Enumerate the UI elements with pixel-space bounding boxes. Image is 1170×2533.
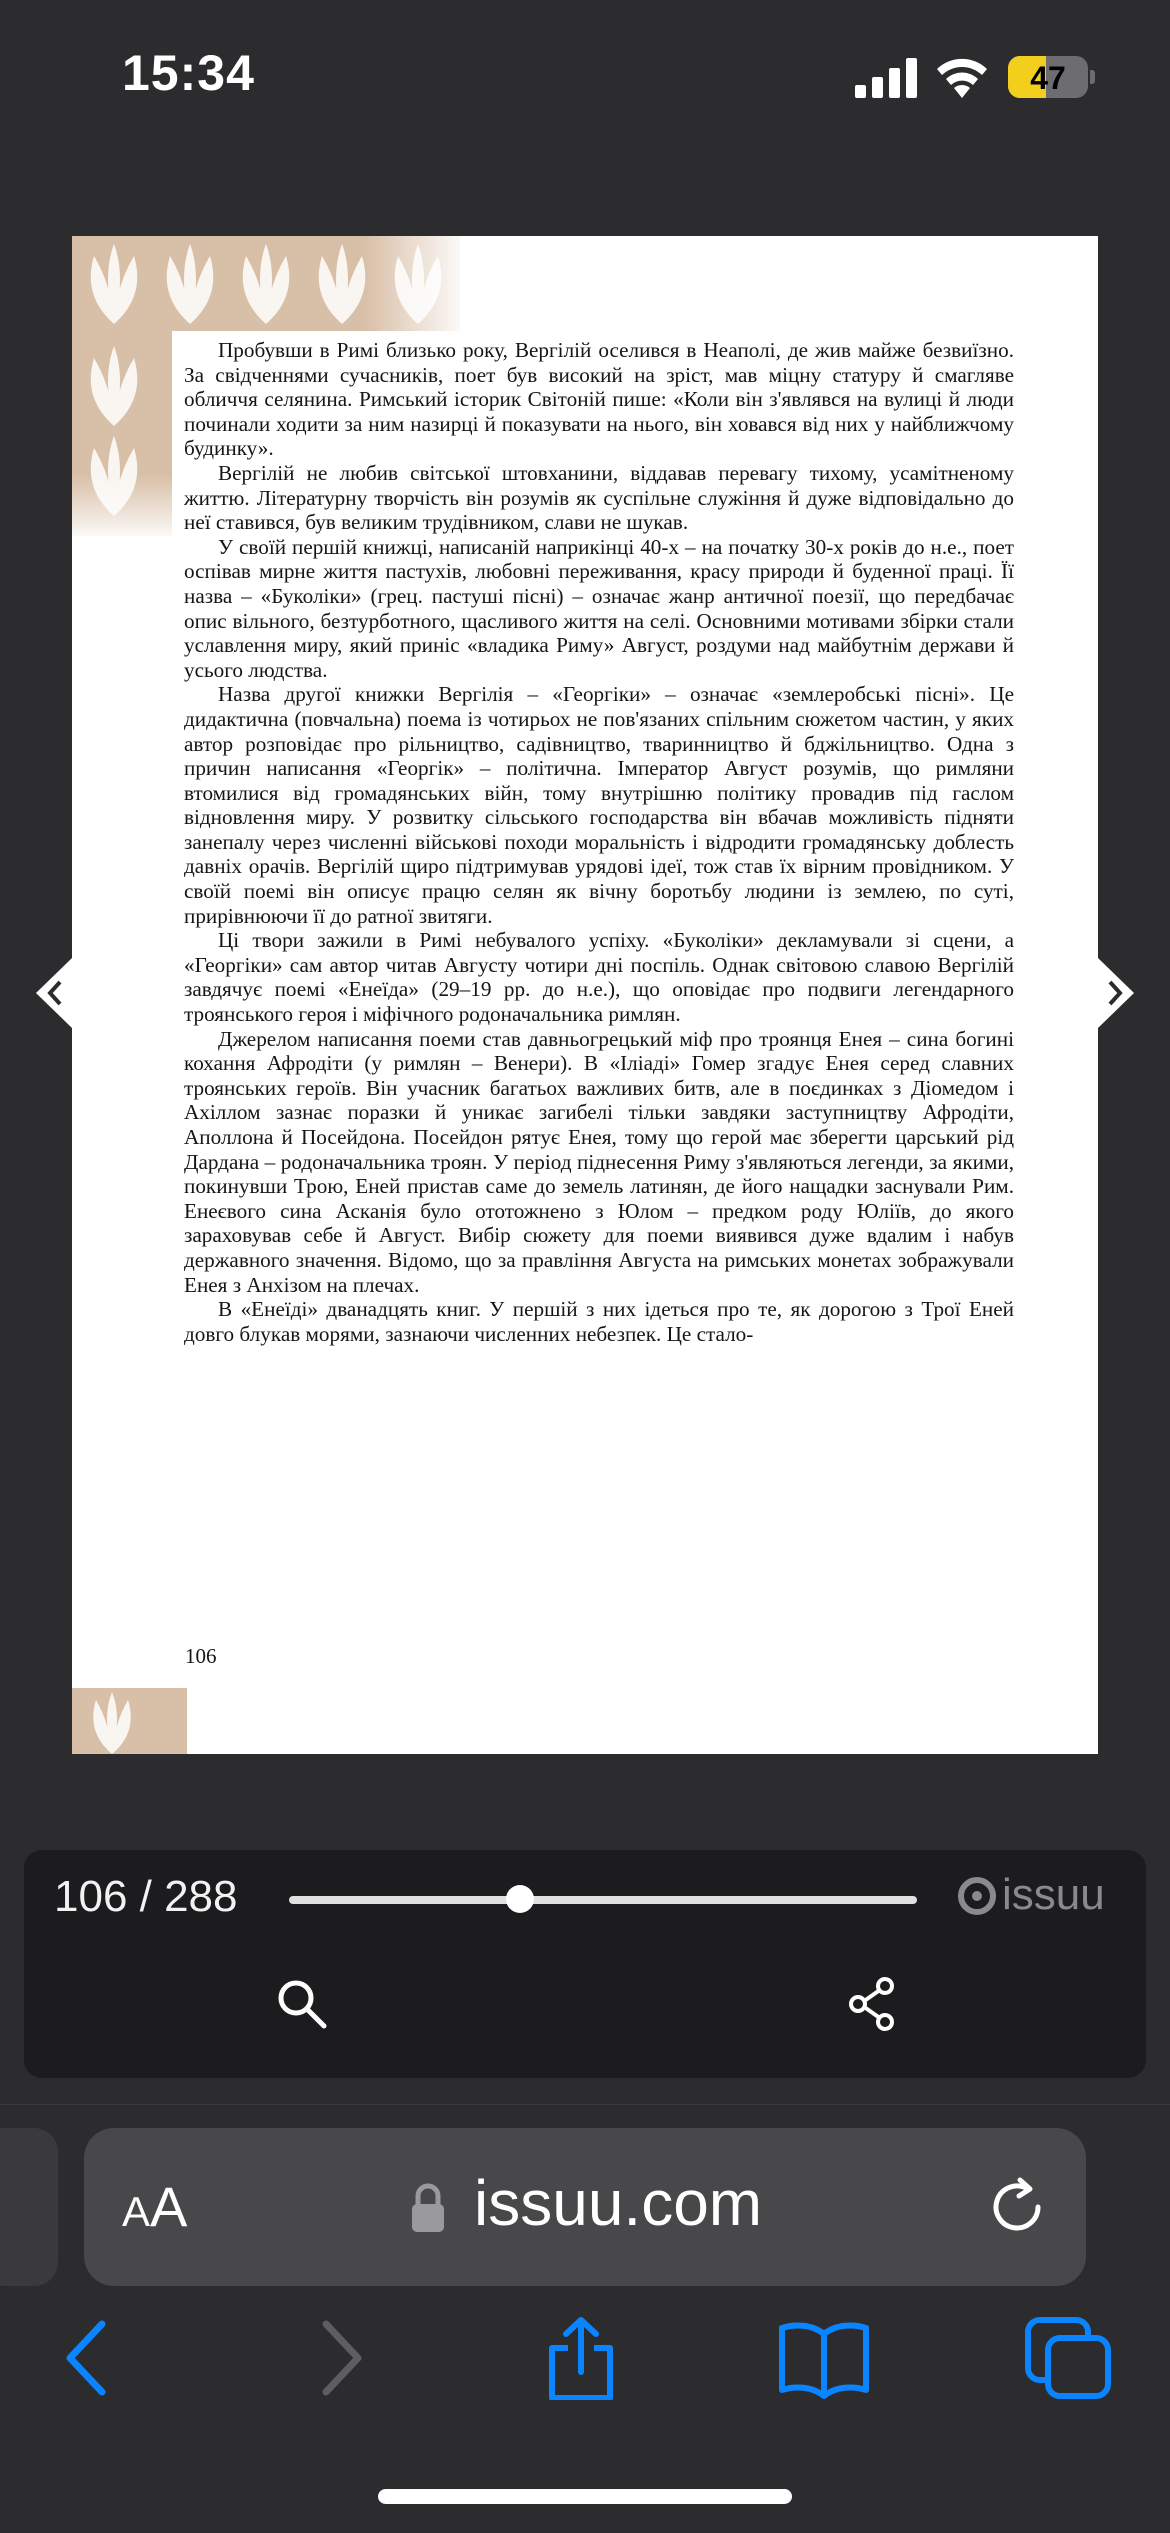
issuu-logo-icon (957, 1876, 997, 1916)
tabs-icon[interactable] (1024, 2316, 1112, 2400)
battery-percentage: 47 (1030, 60, 1066, 96)
paragraph: Пробувши в Римі близько року, Вергілій оселився в Неаполі, де жив майже безвиїзно. За свідченнями сучасників, поет був високий на зріст, мав міцну статуру й смагляве обличчя селянина. Римський історик Світоній пише: «Коли він з'являвся на вулиці й люди починали ходити за ним назирці й показувати на нього, він ховався від них у найближчому будинку». (184, 338, 1014, 461)
paragraph: Джерелом написання поеми став давньогрецький міф про троянця Енея – сина богині кохання Афродіти (у римлян – Венери). В «Іліаді» Гомер згадує Енея серед славних троянських героїв. Він учасник багатьох важливих битв, але в поєдинках з Діомедом і Ахіллом зазнає поразки й уникає загибелі тільки завдяки заступництву Афродіти, Аполлона й Посейдона. Посейдон рятує Енея, тому що герой має зберегти царський рід Дардана – родоначальника троян. У період піднесення Риму з'являються легенди, за якими, покинувши Трою, Еней пристав саме до земель латинян, де його нащадки заснували Рим. Енеєвого сина Асканія було ототожнено з Юлом – предком роду Юліїв, до якого зараховував себе й Август. Вибір сюжету для поеми виявився дуже вдалим і набув державного значення. Відомо, що за правління Августа на римських монетах зображували Енея з Анхізом на плечах. (184, 1026, 1014, 1297)
previous-page-arrow-icon[interactable] (36, 958, 72, 1028)
back-icon[interactable] (60, 2316, 110, 2400)
status-time: 15:34 (122, 45, 255, 101)
cellular-signal-icon (855, 58, 917, 98)
palmette-ornament-bottom (72, 1688, 187, 1754)
paragraph: Ці твори зажили в Римі небувалого успіху. «Буколіки» декламували зі сцени, а «Георгіки» сам автор читав Августу чотири дні поспіль. Однак світовою славою Вергілій завдячує поемі «Енеїда» (29–19 рр. до н.е.), що оповідає про подвиги легендарного троянського героя і міфічного родоначальника римлян. (184, 928, 1014, 1027)
search-icon[interactable] (274, 1976, 330, 2032)
share-sheet-icon[interactable] (544, 2316, 618, 2400)
paragraph: Вергілій не любив світської штовханини, віддавав перевагу тихому, усамітненому життю. Літературну творчість він розумів як суспільне служіння й дуже відповідально до неї ставився, був великим трудівником, слави не шукав. (184, 460, 1014, 535)
url-text[interactable]: issuu.com (474, 2167, 763, 2239)
share-icon[interactable] (846, 1976, 898, 2032)
browser-toolbar (0, 2316, 1170, 2408)
reload-icon[interactable] (986, 2176, 1048, 2238)
reader-toolbar (24, 1850, 1146, 2078)
page-body-text (184, 338, 1014, 1346)
status-bar (0, 0, 1170, 150)
paragraph: В «Енеїді» дванадцять книг. У першій з них ідеться про те, як дорогою з Трої Еней довго блукав морями, зазнаючи численних небезпек. Це стало- (184, 1297, 1014, 1346)
document-page (72, 236, 1098, 1754)
paragraph: У своїй першій книжці, написаній наприкінці 40-х – на початку 30-х років до н.е., поет оспівав мирне життя пастухів, любовні переживання, красу природи й буденної праці. Її назва – «Буколіки» (грец. пастуші пісні) – означає жанр античної поезії, що передбачає опис вільного, безтурботного, щасливого життя на селі. Основними мотивами збірки стали уславлення миру, який приніс «владика Риму» Август, роздуми над майбутнім держави й усього людства. (184, 534, 1014, 682)
battery-icon (1008, 56, 1088, 98)
page-settings-button[interactable]: AA (122, 2175, 188, 2238)
lock-icon (410, 2180, 446, 2236)
page-slider-handle[interactable] (506, 1885, 534, 1913)
paragraph: Назва другої книжки Вергілія – «Георгіки» – означає «землеробські пісні». Це дидактична (повчальна) поема із чотирьох не пов'язаних спільним сюжетом частин, у яких автор розповідає про рільництво, садівництво, тваринництво й бджільництво. Одна з причин написання «Георгік» – політична. Імператор Август розумів, що римляни втомилися від громадянських війн, тому внутрішню політику провадив під гаслом відновлення миру. У розвитку сільського господарства він вбачав можливість підняти занепалу через численні військові походи моральність і відродити громадянську доблесть давніх орачів. Вергілій щиро підтримував урядові ідеї, тож став їх вірним провідником. У своїй поемі він описує працю селян як вічну боротьбу людини із землею, по суті, прирівнюючи її до ратної звитяги. (184, 682, 1014, 928)
issuu-logo-text: issuu (1002, 1870, 1105, 1919)
address-bar[interactable] (84, 2128, 1086, 2286)
next-page-arrow-icon[interactable] (1098, 958, 1134, 1028)
page-number: 106 (185, 1644, 217, 1668)
page-indicator: 106 / 288 (54, 1872, 238, 1921)
home-indicator[interactable] (378, 2489, 792, 2504)
previous-tab-preview[interactable] (0, 2128, 58, 2286)
battery-tip (1090, 70, 1095, 84)
bookmarks-icon[interactable] (778, 2316, 870, 2400)
forward-icon[interactable] (318, 2316, 368, 2400)
page-slider[interactable] (289, 1896, 917, 1904)
wifi-icon (935, 54, 989, 98)
